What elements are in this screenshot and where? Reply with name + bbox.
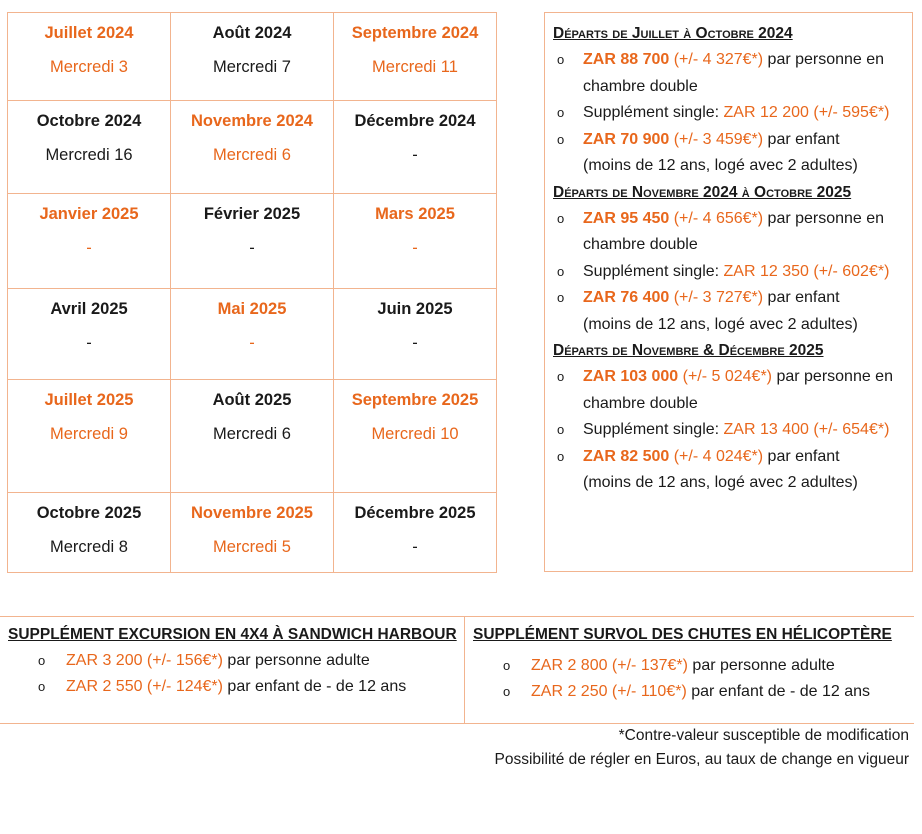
helicopter-child-price: ZAR 2 250 (+/- 110€*) — [531, 683, 687, 700]
price-panel — [544, 12, 913, 572]
single-label: Supplément single: — [583, 262, 724, 280]
departure-date: Mercredi 6 — [213, 425, 291, 443]
bullet-icon: o — [503, 684, 511, 699]
departure-date: - — [412, 239, 418, 257]
child-euro: (+/- 4 024€*) — [669, 447, 764, 465]
departure-date: - — [249, 239, 255, 257]
bullet-icon: o — [38, 653, 46, 668]
calendar-cell — [8, 493, 171, 573]
month-label: Octobre 2024 — [36, 112, 142, 130]
helicopter-title: SUPPLÉMENT SURVOL DES CHUTES EN HÉLICOPTÈRE — [473, 626, 892, 643]
double-text-cont: chambre double — [583, 394, 698, 412]
child-amount: ZAR 70 900 — [583, 130, 670, 148]
single-amount: ZAR 13 400 (+/- 654€*) — [723, 421, 890, 438]
month-label: Juin 2025 — [377, 300, 453, 318]
child-price — [553, 285, 912, 312]
bullet-icon: o — [557, 448, 565, 464]
month-label: Décembre 2024 — [354, 112, 476, 130]
departure-date: Mercredi 8 — [50, 538, 128, 556]
departure-date: Mercredi 11 — [372, 58, 458, 76]
child-text: par enfant — [763, 130, 840, 148]
double-euro: (+/- 4 327€*) — [669, 51, 764, 68]
bullet-icon: o — [557, 210, 565, 226]
departure-calendar — [7, 12, 497, 573]
footnote — [495, 724, 909, 772]
bullet-icon: o — [557, 263, 565, 279]
double-amount: ZAR 103 000 — [583, 368, 679, 385]
divider-top — [0, 616, 914, 617]
calendar-row — [8, 493, 497, 573]
month-label: Août 2024 — [212, 24, 292, 42]
month-label: Octobre 2025 — [36, 504, 142, 522]
month-label: Novembre 2024 — [191, 112, 313, 130]
bullet-icon: o — [38, 679, 46, 694]
month-label: Juillet 2024 — [44, 24, 134, 42]
bullet-icon: o — [557, 105, 565, 120]
calendar-row — [8, 380, 497, 493]
double-text: par personne en — [763, 51, 885, 68]
month-label: Mars 2025 — [375, 205, 455, 223]
list-item — [8, 648, 458, 674]
calendar-row — [8, 289, 497, 380]
helicopter-child-text: par enfant de - de 12 ans — [686, 683, 871, 700]
bullet-icon: o — [557, 131, 565, 147]
list-item — [473, 679, 918, 705]
bullet-icon: o — [503, 658, 511, 673]
bullet-icon: o — [557, 290, 565, 305]
double-room-price — [553, 364, 912, 391]
double-room-price — [553, 47, 912, 74]
calendar-cell — [8, 13, 171, 101]
departure-date: - — [412, 538, 418, 556]
excursion-child-price: ZAR 2 550 (+/- 124€*) — [66, 678, 223, 695]
calendar-cell — [334, 380, 497, 493]
double-amount: ZAR 95 450 — [583, 209, 670, 227]
departure-date: - — [86, 334, 92, 352]
child-text: par enfant — [763, 447, 840, 465]
price-section-heading: Départs de Juillet à Octobre 2024 — [553, 25, 793, 42]
list-item — [8, 674, 458, 700]
footnote-exchange: *Contre-valeur susceptible de modification — [618, 727, 909, 744]
double-text: par personne en — [772, 368, 893, 385]
calendar-cell — [171, 493, 334, 573]
bullet-icon: o — [557, 422, 565, 437]
calendar-cell — [171, 380, 334, 493]
calendar-cell — [334, 493, 497, 573]
calendar-cell — [334, 289, 497, 380]
month-label: Février 2025 — [203, 205, 301, 223]
bullet-icon: o — [557, 369, 565, 384]
calendar-cell — [171, 101, 334, 194]
child-euro: (+/- 3 459€*) — [669, 130, 764, 148]
child-text: par enfant — [763, 289, 840, 306]
calendar-row — [8, 194, 497, 289]
calendar-cell — [334, 101, 497, 194]
departure-date: Mercredi 16 — [45, 146, 133, 164]
excursion-adult-text: par personne adulte — [222, 652, 370, 669]
calendar-row — [8, 13, 497, 101]
departure-date: - — [412, 334, 418, 352]
bullet-icon: o — [557, 52, 565, 67]
double-euro: (+/- 4 656€*) — [669, 209, 764, 227]
single-amount: ZAR 12 200 (+/- 595€*) — [723, 104, 890, 121]
helicopter-adult-text: par personne adulte — [687, 657, 835, 674]
calendar-cell — [171, 289, 334, 380]
departure-date: - — [249, 334, 255, 352]
child-text-cont: (moins de 12 ans, logé avec 2 adultes) — [583, 474, 858, 491]
single-label: Supplément single: — [583, 421, 724, 438]
month-label: Septembre 2025 — [351, 391, 479, 409]
double-text: par personne en — [763, 209, 885, 227]
single-supplement — [553, 417, 912, 444]
departure-date: Mercredi 10 — [371, 425, 459, 443]
month-label: Janvier 2025 — [39, 205, 139, 223]
list-item — [473, 653, 918, 679]
excursion-title: SUPPLÉMENT EXCURSION EN 4X4 À SANDWICH HARBOUR — [8, 626, 457, 643]
month-label: Décembre 2025 — [354, 504, 476, 522]
single-amount: ZAR 12 350 (+/- 602€*) — [723, 262, 890, 280]
child-euro: (+/- 3 727€*) — [669, 289, 764, 306]
calendar-row — [8, 101, 497, 194]
price-section-heading: Départs de Novembre 2024 à Octobre 2025 — [553, 183, 852, 201]
double-text-cont: chambre double — [583, 236, 698, 253]
single-supplement — [553, 100, 912, 127]
double-text-cont: chambre double — [583, 77, 698, 95]
departure-date: Mercredi 9 — [50, 425, 128, 443]
footnote-payment: Possibilité de régler en Euros, au taux de change en vigueur — [494, 751, 909, 768]
departure-date: Mercredi 6 — [213, 146, 291, 164]
departure-date: Mercredi 7 — [213, 58, 291, 76]
price-section-heading: Départs de Novembre & Décembre 2025 — [553, 342, 824, 359]
child-text-cont: (moins de 12 ans, logé avec 2 adultes) — [583, 315, 858, 333]
month-label: Juillet 2025 — [44, 391, 134, 409]
month-label: Avril 2025 — [50, 300, 128, 318]
excursion-adult-price: ZAR 3 200 (+/- 156€*) — [66, 652, 223, 669]
month-label: Novembre 2025 — [191, 504, 313, 522]
calendar-cell — [171, 13, 334, 101]
calendar-cell — [8, 194, 171, 289]
calendar-cell — [334, 194, 497, 289]
departure-date: - — [86, 239, 92, 257]
calendar-cell — [171, 194, 334, 289]
departure-date: Mercredi 3 — [50, 58, 128, 76]
calendar-cell — [334, 13, 497, 101]
child-price — [553, 444, 912, 471]
divider-vertical — [464, 616, 465, 724]
excursion-child-text: par enfant de - de 12 ans — [222, 678, 407, 695]
double-euro: (+/- 5 024€*) — [678, 368, 772, 385]
helicopter-adult-price: ZAR 2 800 (+/- 137€*) — [531, 657, 688, 674]
double-room-price — [553, 206, 912, 233]
departure-date: Mercredi 5 — [213, 538, 291, 556]
calendar-cell — [8, 289, 171, 380]
month-label: Mai 2025 — [217, 300, 287, 318]
child-text-cont: (moins de 12 ans, logé avec 2 adultes) — [583, 157, 858, 174]
month-label: Septembre 2024 — [351, 24, 479, 42]
calendar-cell — [8, 380, 171, 493]
single-label: Supplément single: — [583, 104, 724, 121]
helicopter-supplement — [473, 622, 918, 705]
child-price — [553, 127, 912, 154]
month-label: Août 2025 — [212, 391, 292, 409]
single-supplement — [553, 259, 912, 286]
double-amount: ZAR 88 700 — [583, 51, 670, 68]
child-amount: ZAR 82 500 — [583, 447, 670, 465]
departure-date: - — [412, 146, 418, 164]
child-amount: ZAR 76 400 — [583, 289, 670, 306]
excursion-supplement — [8, 622, 458, 700]
calendar-cell — [8, 101, 171, 194]
